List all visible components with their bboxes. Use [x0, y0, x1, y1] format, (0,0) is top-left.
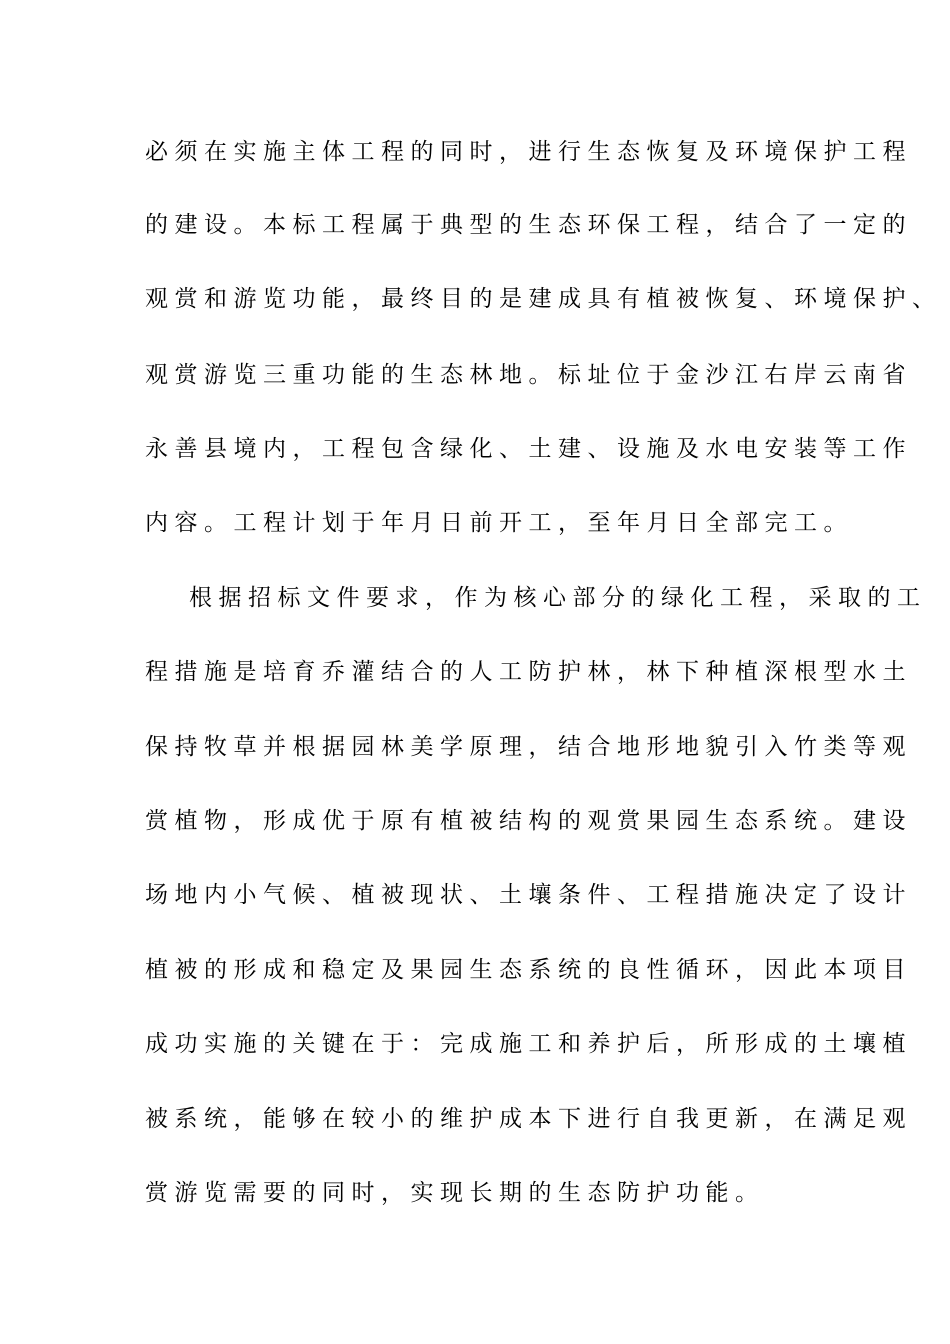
text-line: 程措施是培育乔灌结合的人工防护林，林下种植深根型水土	[145, 659, 912, 685]
text-line: 观赏和游览功能，最终目的是建成具有植被恢复、环境保护、	[145, 286, 942, 312]
text-line: 赏植物，形成优于原有植被结构的观赏果园生态系统。建设	[145, 808, 912, 834]
text-line: 植被的形成和稳定及果园生态系统的良性循环，因此本项目	[145, 957, 912, 983]
text-line: 保持牧草并根据园林美学原理，结合地形地貌引入竹类等观	[145, 734, 912, 760]
text-line: 被系统，能够在较小的维护成本下进行自我更新，在满足观	[145, 1106, 912, 1132]
text-line: 必须在实施主体工程的同时，进行生态恢复及环境保护工程	[145, 139, 912, 165]
text-line: 内容。工程计划于年月日前开工，至年月日全部完工。	[145, 510, 853, 536]
text-line: 成功实施的关键在于：完成施工和养护后，所形成的土壤植	[145, 1031, 912, 1057]
text-line: 的建设。本标工程属于典型的生态环保工程，结合了一定的	[145, 212, 912, 238]
text-line: 根据招标文件要求，作为核心部分的绿化工程，采取的工	[189, 585, 927, 611]
text-line: 观赏游览三重功能的生态林地。标址位于金沙江右岸云南省	[145, 362, 912, 388]
text-line: 永善县境内，工程包含绿化、土建、设施及水电安装等工作	[145, 436, 912, 462]
text-line: 场地内小气候、植被现状、土壤条件、工程措施决定了设计	[145, 882, 912, 908]
text-line: 赏游览需要的同时，实现长期的生态防护功能。	[145, 1180, 765, 1206]
